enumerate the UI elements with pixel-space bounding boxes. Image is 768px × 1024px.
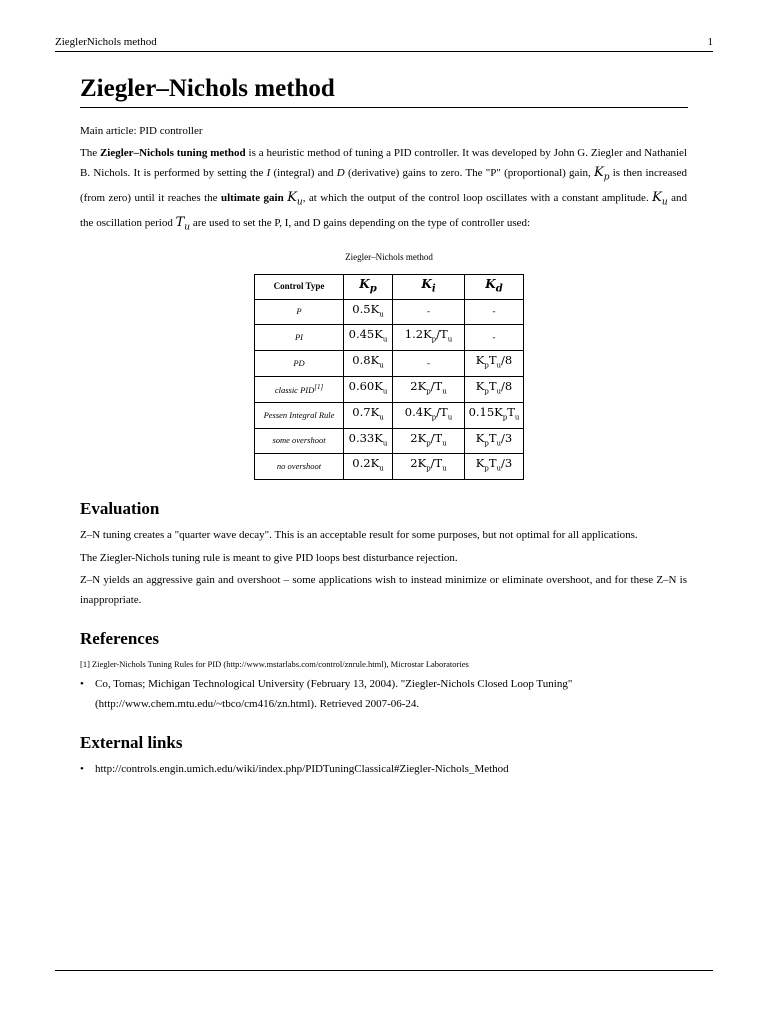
cell-kd: $K_pT_u/3$ bbox=[465, 454, 524, 480]
cell-kd: $K_pT_u/3$ bbox=[465, 428, 524, 454]
table-caption: Ziegler–Nichols method bbox=[345, 252, 433, 263]
cell-ki: $1.2K_p/T_u$ bbox=[393, 325, 465, 351]
intro-text: are used to set the P, I, and D gains depending on the type of controller used: bbox=[190, 217, 531, 230]
header-ki: $K_i$ bbox=[393, 274, 465, 299]
row-type-label: classic PID bbox=[274, 385, 315, 396]
references-heading: References bbox=[80, 629, 159, 649]
main-article-note: Main article: PID controller bbox=[80, 125, 203, 137]
cell-kp: $0.60K_u$ bbox=[344, 377, 393, 403]
external-link-item bbox=[80, 760, 687, 780]
page-title: Ziegler–Nichols method bbox=[80, 72, 688, 108]
intro-text: is a heuristic method of tuning a PID controller. It was developed by John G. Ziegler and Nathaniel B. Nichols. It is performed by setting the bbox=[80, 146, 687, 179]
reference-bullet bbox=[80, 675, 687, 714]
header-kd: $K_d$ bbox=[465, 274, 524, 299]
math-ku: $K_u$ bbox=[652, 190, 668, 208]
evaluation-paragraph: Z–N yields an aggressive gain and overshoot – some applications wish to instead minimize or eliminate overshoot, and for these Z–N is inappropriate. bbox=[80, 574, 687, 606]
intro-bold-ultimate-gain: ultimate gain bbox=[221, 192, 284, 205]
cell-kp: $0.33K_u$ bbox=[344, 428, 393, 454]
math-tu: $T_u$ bbox=[175, 215, 191, 233]
cell-kp: $0.7K_u$ bbox=[344, 402, 393, 428]
cell-kd: $K_pT_u/8$ bbox=[465, 377, 524, 403]
external-link[interactable]: http://controls.engin.umich.edu/wiki/index.php/PIDTuningClassical#Ziegler-Nichols_Method bbox=[95, 763, 509, 776]
cell-kd: - bbox=[465, 299, 524, 325]
intro-text: (derivative) gains to zero. The "P" (proportional) gain, bbox=[344, 167, 594, 179]
intro-text: is then increased (from zero) until it reaches the bbox=[80, 167, 687, 205]
ziegler-nichols-table bbox=[254, 244, 524, 480]
table-row bbox=[255, 299, 524, 325]
intro-italic-i: I bbox=[266, 167, 271, 179]
table-header-row bbox=[255, 274, 524, 299]
bullet-icon: • bbox=[80, 763, 84, 776]
cell-ki: $2K_p/T_u$ bbox=[393, 454, 465, 480]
reference-text[interactable]: Co, Tomas; Michigan Technological University (February 13, 2004). "Ziegler-Nichols Closed Loop Tuning" (http://www.chem.mtu.edu/~tbco/cm416/zn.html). Retrieved 2007-06-24. bbox=[95, 678, 573, 710]
table-row bbox=[255, 402, 524, 428]
cell-kp: $0.8K_u$ bbox=[344, 351, 393, 377]
reference-1[interactable]: [1] Ziegler-Nichols Tuning Rules for PID (http://www.mstarlabs.com/control/znrule.html), Microstar Laboratories bbox=[80, 659, 469, 670]
row-type bbox=[255, 377, 344, 403]
cell-ki: $2K_p/T_u$ bbox=[393, 377, 465, 403]
intro-text: The bbox=[80, 146, 100, 159]
header-control-type: Control Type bbox=[255, 274, 344, 299]
cell-kp: $0.2K_u$ bbox=[344, 454, 393, 480]
cell-kp: $0.5K_u$ bbox=[344, 299, 393, 325]
evaluation-heading: Evaluation bbox=[80, 499, 160, 519]
row-type: PD bbox=[255, 351, 344, 377]
math-ku: $K_u$ bbox=[287, 190, 303, 208]
page-number: 1 bbox=[707, 36, 713, 48]
cell-ki: - bbox=[393, 351, 465, 377]
cell-kp: $0.45K_u$ bbox=[344, 325, 393, 351]
table-row bbox=[255, 377, 524, 403]
intro-text: and the oscillation period bbox=[80, 192, 687, 230]
table-row bbox=[255, 454, 524, 480]
intro-italic-d: D bbox=[336, 167, 345, 179]
citation-link[interactable]: [1] bbox=[314, 383, 324, 392]
cell-kd: $0.15K_pT_u$ bbox=[465, 402, 524, 428]
evaluation-paragraph: The Ziegler-Nichols tuning rule is meant to give PID loops best disturbance rejection. bbox=[80, 551, 458, 564]
cell-kd: - bbox=[465, 325, 524, 351]
header-kp: $K_p$ bbox=[344, 274, 393, 299]
intro-text: , at which the output of the control loop oscillates with a constant amplitude. bbox=[302, 192, 653, 205]
intro-bold-term: Ziegler–Nichols tuning method bbox=[99, 146, 246, 159]
intro-paragraph bbox=[80, 144, 687, 239]
cell-kd: $K_pT_u/8$ bbox=[465, 351, 524, 377]
references-list bbox=[80, 675, 687, 714]
cell-ki: - bbox=[393, 299, 465, 325]
footer-rule bbox=[55, 970, 713, 971]
external-links-list bbox=[80, 760, 687, 780]
evaluation-paragraph: Z–N tuning creates a "quarter wave decay". This is an acceptable result for some purposes, but not optimal for all applications. bbox=[80, 529, 638, 542]
math-kp: $K_p$ bbox=[594, 165, 610, 183]
bullet-icon: • bbox=[80, 678, 84, 691]
header-title: ZieglerNichols method bbox=[55, 36, 157, 48]
external-links-heading: External links bbox=[80, 733, 183, 753]
cell-ki: $0.4K_p/T_u$ bbox=[393, 402, 465, 428]
row-type: Pessen Integral Rule bbox=[255, 402, 344, 428]
article-body bbox=[80, 122, 687, 782]
table-row bbox=[255, 351, 524, 377]
cell-ki: $2K_p/T_u$ bbox=[393, 428, 465, 454]
row-type: no overshoot bbox=[255, 454, 344, 480]
row-type: PI bbox=[255, 325, 344, 351]
intro-text: (integral) and bbox=[270, 167, 337, 179]
table-row bbox=[255, 325, 524, 351]
running-header bbox=[55, 35, 713, 52]
row-type: P bbox=[255, 299, 344, 325]
table-row bbox=[255, 428, 524, 454]
row-type: some overshoot bbox=[255, 428, 344, 454]
